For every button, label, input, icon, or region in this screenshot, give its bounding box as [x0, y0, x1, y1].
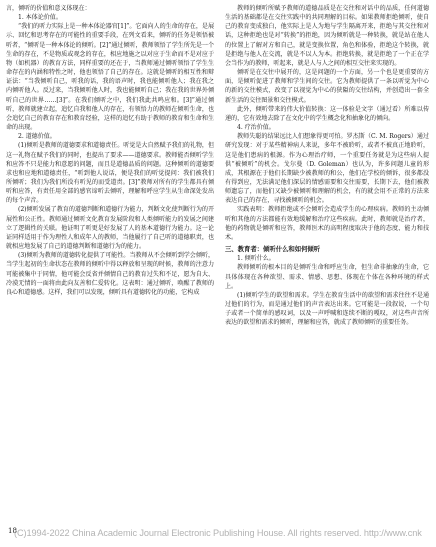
subsection-heading: 2. 道德价值。: [18, 133, 56, 141]
paragraph: (2)倾听发展了教育的道德判断和道德行为能力，判断文化使判断行为的开展性和公正性。教师通过倾听文化教育发展阶段和人类倾听能力的发展之间建立了逻辑性的关联。他证明了听更是好发展了人的基本道德行为能力。这一论证同样适用于作为理性人和成年人的教师，当他履行了自己听的道德职责，也就相应地发展了自己的道德判断和道德行为的能力。: [6, 206, 214, 251]
paragraph: 教师失聪的结果远比人们想象得更可怕。罗杰斯（C. M. Rogers）通过研究发现：对于某些精神病人来说，多年不被聆听，或者不被真正地聆听，这是他们患病的根源。作为心理治疗师，一个重要任务就是为这些病人提供“被倾听”的机会。戈尔曼（D. Goleman）也认为，许多问题儿童的形成，其根源在于他们长期缺少被教师的和公，他们在学校的倾诉，很多都没有得到应，无法满足他们深层的情感需要和交往需要，长期下去，他们被教师遗忘了，而他们又缺少被倾听和理解的机会，有的就会用不正常的方法来表达自己的存在，寻找被倾听的机会。: [225, 133, 429, 205]
paragraph: 教师倾听的根本目的是倾听生命和呼应生命，但生命非抽象的生命，它具体体现在各种欲望、需求、情感、思想、体现在个体在各种环境的样式上。: [225, 264, 429, 290]
subsection-heading: 1. 倾听什么。: [237, 255, 275, 263]
page-number: 18: [8, 527, 17, 535]
paragraph: “我们的听力实际上是一种本体论器官[1]”。它面向人的生命的存在，是展示、回忆和思考存在的可能性的重要手段，在列文看来，倾听的任务是领悟被听者，“倾听是一种本体论的倾听。[2]”通过倾听，教师领悟了学生所先是一个生命的存在，不是物质或观念的存在，相应地施之以对应于生命而不是对应于物（如机器）的教育方法，同样重要的还在于，当教师通过倾听领悟了学生生命存在的内涵和特性之时，他也领悟了自己的存在。这就是倾听的相互性和辩证法：“当我倾听自己，听我的话，我的语声时，我也能倾听他人；我在我之内倾听他人。反过来，当我倾听他人时，我也能倾听自己；我在我的世界外倾听自己的世界……[3]”。在我们倾听之中，我们我此共鸣应和。[3]”通过倾听，教师就建立起，追忆自我和他人的存在，有领悟力的教师在倾听生命，也会追忆自己的教育存在和教育经验，这样的追忆有助于教师的教育和生命和生命的出现。: [6, 23, 215, 132]
paragraph: (1)倾听是教师的道德要求和道德责任。听觉是大自然赋予我们的礼物，但这一礼物在赋予我们的同时，也提出了要求——道德要求。教师能否倾听学生和应答不只是能力和意愿的问题，而且是道德品质的问题。这种倾听的道德要求也和应地和道德责任，“听到他人说话，便是我们的听觉提问：我们被我们所倾听；我们为我们所没有听见的而受道责。[3]”教师对所有的学生都具有倾听和应答，有责任用全部的感官谛听去倾听，理解和呼应学生从生命深处发出的每个声音。: [6, 142, 214, 205]
copyright-footer: (C)1994-2022 China Academic Journal Electronic Publishing House. All rights reserved. http://www.cnk: [14, 528, 422, 538]
subsection-heading: 4. 疗治价值。: [237, 124, 275, 132]
paragraph: 实践表明：教师拒绝或不会倾听会造成学生的心理疾病。教师的主动倾听和其他的方法都能有效地缓解和治疗这些疾病。此时，教师就是治疗者，他的药物就是倾听和应答，教师医术的高明程度取决于他的态度、能力和技术。: [225, 206, 429, 241]
paragraph: (1)倾听学生的欲望和需求。学生在教育生活中的欲望和需求往往不是通过他们的行为，而是通过他们的声音表达出来。它可能是一段叙说，一个句子或者一个简单的感叹词，以及一声呼喊和连续不断的嘎叹，对这些声音所表达的欲望和需求的倾听，理解和应答，就成了教师倾听的重要任务。: [225, 291, 429, 327]
paragraph: 言，倾听的价值和意义体现在：: [6, 5, 91, 12]
right-column: [225, 4, 429, 327]
section-heading: 三、教育者：倾听什么和如何倾听: [225, 245, 321, 254]
paragraph: 此外，倾听带来的伟大价值转换：这一体验是文字（通过看）所难以传递的，它有效地去除了在文化中的学生概念化和抽象化的倾向。: [225, 105, 429, 122]
left-column: [6, 4, 214, 297]
paragraph: (3)倾听为教师的道德转化提供了可能性。当教师从不会倾听到学会倾听，当学生起初的生命状态在教师的倾听中得以释放和呈现的时候，教师的注意力可能被集中于同情，他可能会反省并倾情自己的教育过失和不足，愿为自大、冷漠无情的一面将由此向友善和仁爱转化。这表明：通过倾听，唤醒了教师的良心和道德感。这样，我们可以发现，倾听具有道德转化的功能，它构成: [6, 252, 214, 296]
paragraph: 倾听是在交往中展开的，这是问题的一个方面，另一个也是更重要的方面，是倾听促进了教师和学生间的交往。它为教师提供了一条以听觉为中心的新的交往模式，改变了以视觉为中心的狭隘的交往结构，并创造出一套全新生活的交往图景和交往模式。: [225, 69, 429, 104]
paragraph: 教师的倾听所赋予教师的道德品质是在交往和对话中的品质，任何道德生活的基础都是在交往实践中的共同理解的目标。如果教师拒绝倾听，使自己的教育变成独白，他实际上是人为地与学生隔离开来，拒绝与其交往和对话，这种拒绝也是对“转换”的拒绝，因为倾听就是一种转换，就是站在他人的位置上了解对方和自己，就是变换位置，角色和体验，拒绝这个转换，就是拒绝与他人在交流，就是不以人为本。拒绝转换，就是拒绝了一个正在学会当作为的教师，听起来，就是人与人之间的相互交往来实现的。: [225, 5, 429, 67]
subsection-heading: 1. 本体论价值。: [18, 14, 62, 22]
